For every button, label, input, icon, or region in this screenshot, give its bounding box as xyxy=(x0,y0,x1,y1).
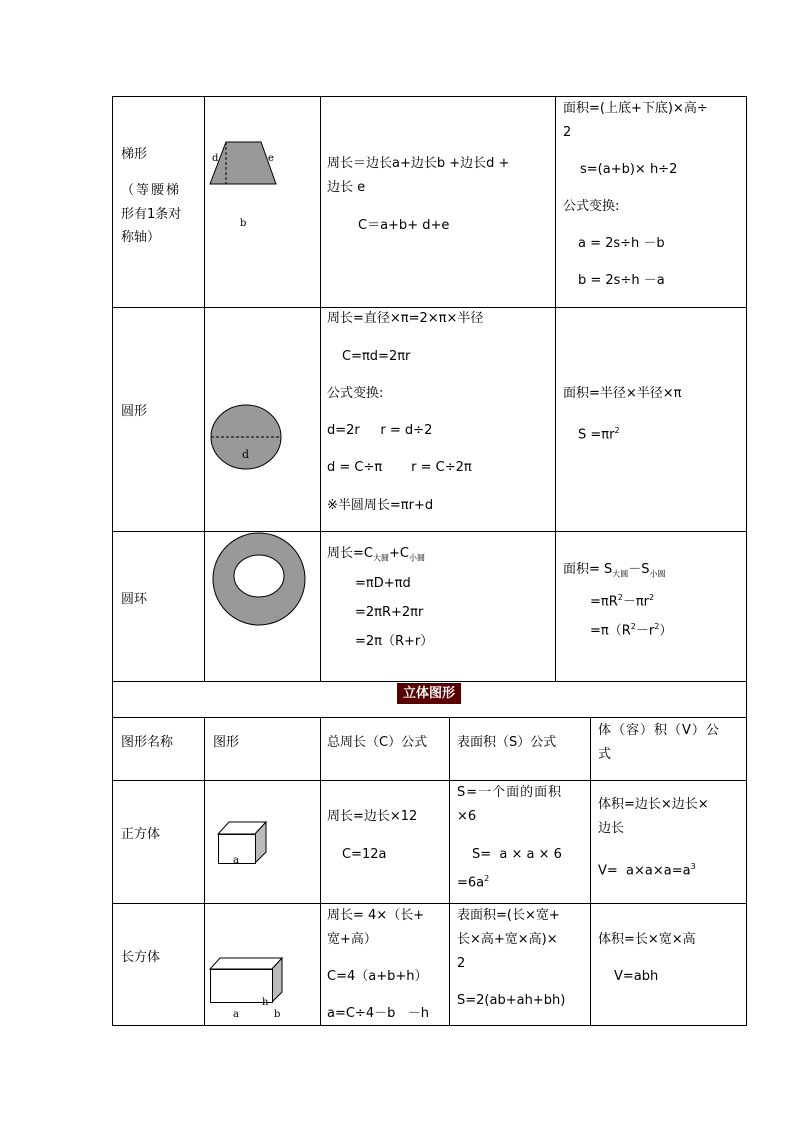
trapezoid-area-6: b = 2s÷h －a xyxy=(578,273,665,288)
trapezoid-area-5: a = 2s÷h －b xyxy=(578,236,665,251)
cube-surface-2: ×6 xyxy=(457,809,477,824)
ring-area-1: 面积= $S_{大圆}-S_{小圆}$ xyxy=(563,562,666,579)
cuboid-surface-1: 表面积=(长×宽+ xyxy=(457,908,560,923)
header-volume-2: 式 xyxy=(598,747,612,762)
ring-area-3: $=\pi(R^2-r^2)$ xyxy=(590,622,673,639)
trapezoid-perimeter-1: 周长＝边长a+边长b +边长d + xyxy=(327,156,510,171)
cube-surface-1: S=一个面的面积 xyxy=(457,785,563,800)
cube-surface-3: S= a × a × 6 xyxy=(472,847,562,862)
cuboid-surface-3: 2 xyxy=(457,956,466,971)
trapezoid-note-1: （等腰梯 xyxy=(121,183,182,198)
ring-area-2: $=\pi R^2-\pi r^2$ xyxy=(590,593,655,610)
circle-perimeter-1: 周长=直径×π=2×π×半径 xyxy=(327,311,484,326)
trapezoid-perimeter-3: C＝a+b+ d+e xyxy=(358,218,450,233)
cube-surface-4: $=6a^2$ xyxy=(457,874,490,891)
cube-volume-1: 体积=边长×边长× xyxy=(598,797,709,812)
ring-perimeter-2: =πD+πd xyxy=(355,576,411,591)
cuboid-perimeter-3: C=4（a+b+h） xyxy=(327,969,428,984)
cuboid-surface-4: S=2(ab+ah+bh) xyxy=(457,993,566,1008)
cuboid-name: 长方体 xyxy=(121,950,161,965)
ring-perimeter-4: =2π（R+r） xyxy=(355,634,434,649)
ring-perimeter-3: =2πR+2πr xyxy=(355,605,424,620)
header-shape: 图形 xyxy=(213,735,240,750)
trapezoid-note-3: 称轴） xyxy=(121,230,161,245)
header-surface: 表面积（S）公式 xyxy=(457,735,557,750)
cuboid-volume-1: 体积=长×宽×高 xyxy=(598,932,696,947)
cuboid-volume-2: V=abh xyxy=(614,969,659,984)
cube-perimeter-2: C=12a xyxy=(342,847,387,862)
circle-area-2: $S =\pi r^2$ xyxy=(578,426,620,443)
circle-label-d: d xyxy=(242,448,250,461)
cuboid-label-b: b xyxy=(274,1009,281,1020)
trapezoid-label-d: d xyxy=(212,153,219,164)
cube-volume-2: 边长 xyxy=(598,821,625,836)
cube-label-a: a xyxy=(233,855,239,866)
trapezoid-note-2: 形有1条对 xyxy=(121,207,182,222)
header-name: 图形名称 xyxy=(121,735,174,750)
circle-perimeter-6: ※半圆周长=πr+d xyxy=(327,498,434,513)
circle-perimeter-5: d = C÷π r = C÷2π xyxy=(327,460,472,475)
cube-name: 正方体 xyxy=(121,827,161,842)
circle-perimeter-4: d=2r r = d÷2 xyxy=(327,423,433,438)
trapezoid-label-b: b xyxy=(240,218,247,229)
cuboid-perimeter-2: 宽+高） xyxy=(327,932,377,947)
trapezoid-area-2: 2 xyxy=(563,125,572,140)
ring-name: 圆环 xyxy=(121,592,148,607)
header-perimeter: 总周长（C）公式 xyxy=(327,735,428,750)
trapezoid-area-4: 公式变换: xyxy=(563,199,620,214)
trapezoid-label-e: e xyxy=(268,153,274,164)
cuboid-perimeter-4: a=C÷4－b －h xyxy=(327,1006,429,1021)
cuboid-perimeter-1: 周长= 4×（长+ xyxy=(327,908,425,923)
trapezoid-perimeter-2: 边长 e xyxy=(327,180,366,195)
cuboid-label-h: h xyxy=(262,997,269,1008)
cube-volume-3: $V= a\times a\times a=a^3$ xyxy=(598,862,696,879)
cube-perimeter-1: 周长=边长×12 xyxy=(327,809,418,824)
cuboid-surface-2: 长×高+宽×高)× xyxy=(457,932,558,947)
trapezoid-area-3: s=(a+b)× h÷2 xyxy=(580,162,678,177)
circle-perimeter-3: 公式变换: xyxy=(327,386,384,401)
cuboid-label-a: a xyxy=(233,1009,239,1020)
circle-perimeter-2: C=πd=2πr xyxy=(342,349,411,364)
ring-perimeter-1: 周长$=C_{大圆}+C_{小圆}$ xyxy=(327,546,425,563)
section-title: 立体图形 xyxy=(397,683,461,704)
header-volume-1: 体（容）积（V）公 xyxy=(598,723,720,738)
trapezoid-area-1: 面积=(上底+下底)×高÷ xyxy=(563,101,708,116)
circle-area-1: 面积=半径×半径×π xyxy=(563,386,682,401)
trapezoid-name: 梯形 xyxy=(121,147,148,162)
circle-name: 圆形 xyxy=(121,404,148,419)
